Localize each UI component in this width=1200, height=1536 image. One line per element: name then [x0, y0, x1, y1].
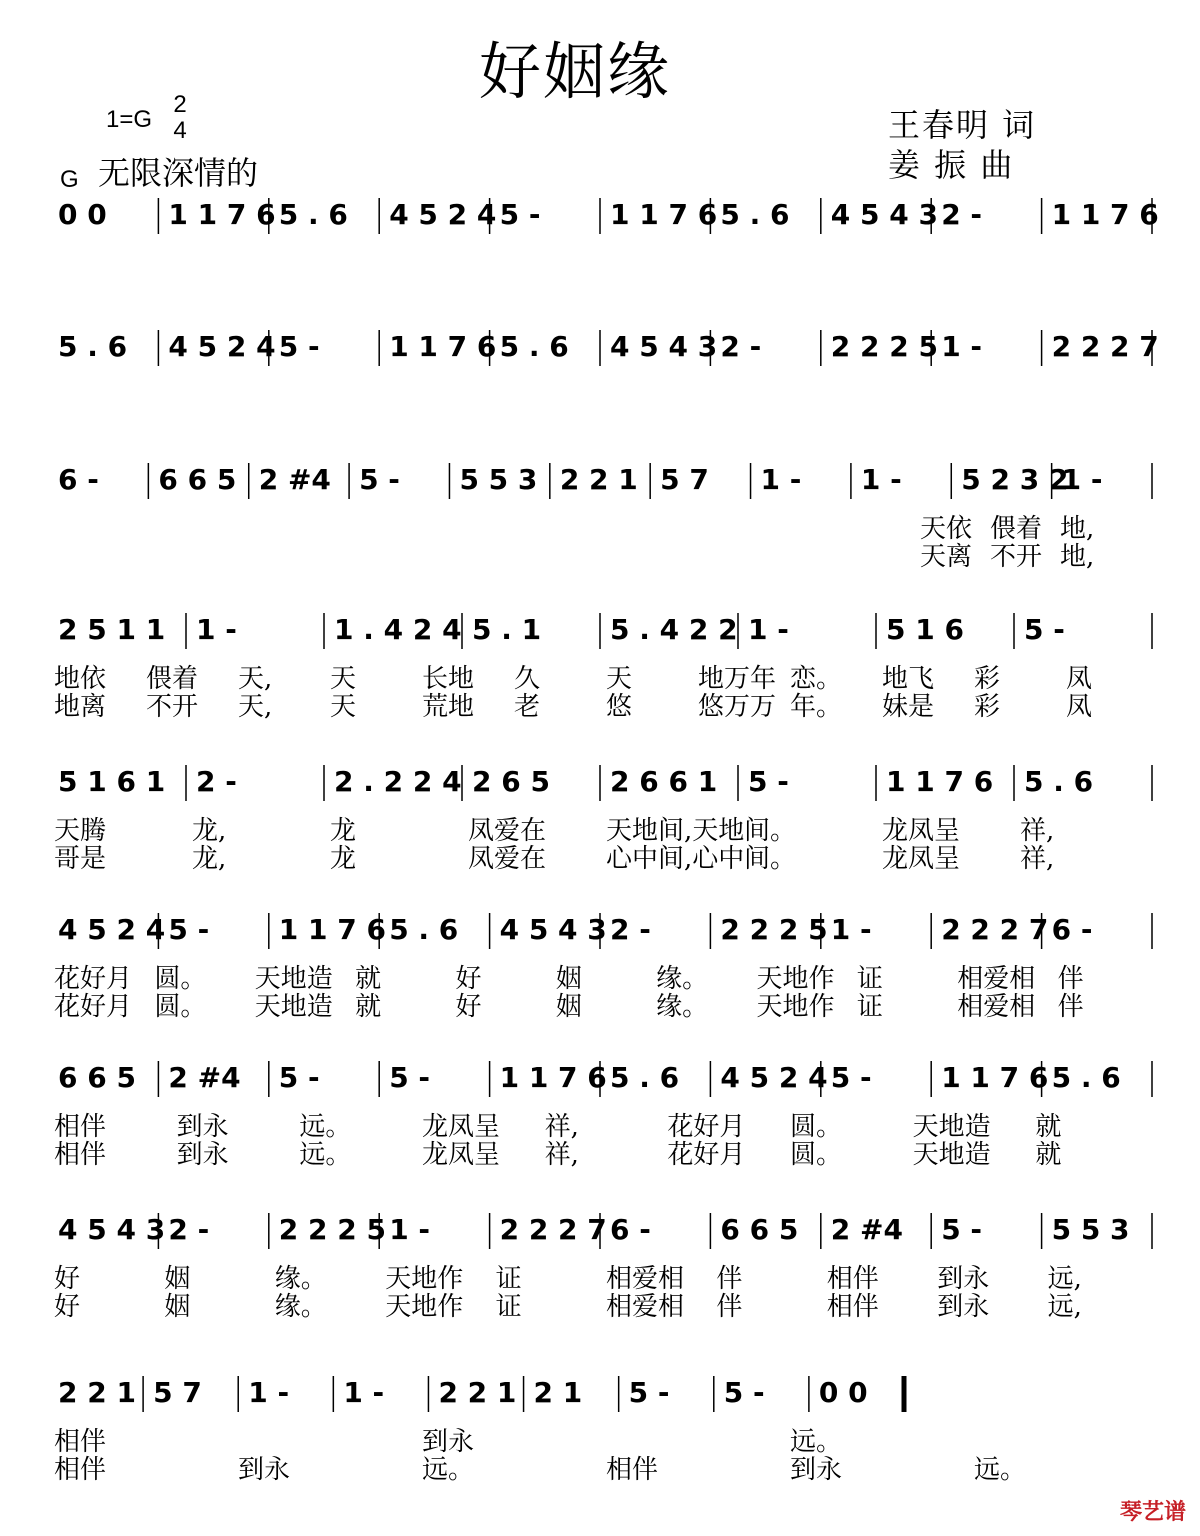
lyric-word: 天腾	[54, 816, 107, 846]
measure-notes: 5 -	[748, 765, 789, 798]
measure-notes: 2 2 1	[58, 1376, 136, 1409]
notation-line	[0, 190, 1200, 238]
measure-notes: 2 6 6 1	[610, 765, 718, 798]
lyric-word: 凤	[1066, 664, 1093, 694]
measure-notes: 5 -	[359, 463, 400, 496]
lyric-word: 好	[455, 992, 482, 1022]
key-signature: 1=G	[106, 106, 153, 133]
lyric-word: 地离	[54, 692, 107, 722]
lyric-word: 到永	[790, 1455, 843, 1485]
lyric-word: 远,	[1047, 1292, 1082, 1322]
lyric-word: 相伴	[54, 1427, 107, 1457]
lyric-word: 伴	[1057, 964, 1084, 994]
lyric-word: 龙凤呈	[882, 816, 961, 846]
measure-notes: 6 -	[58, 463, 99, 496]
lyric-word: 到永	[937, 1264, 990, 1294]
measure-notes: 1 -	[1061, 463, 1103, 496]
expression-mark: 无限深情的	[98, 154, 259, 192]
lyric-word: 圆。	[790, 1112, 843, 1142]
lyric-word: 相伴	[54, 1455, 107, 1485]
lyric-word: 天地作	[385, 1292, 464, 1322]
measure-notes: 1 1 7 6	[168, 198, 276, 231]
lyric-word: 就	[355, 992, 382, 1022]
lyric-word: 龙,	[192, 844, 227, 874]
measure-notes: 5 -	[278, 330, 320, 363]
lyric-word: 姻	[555, 992, 582, 1022]
lyric-word: 天离	[920, 542, 973, 572]
measure-notes: 6 6 5	[720, 1213, 799, 1246]
lyric-verse-1	[0, 1428, 1200, 1456]
time-signature-top: 2	[173, 91, 187, 118]
lyric-word: 相爱相	[606, 1292, 685, 1322]
lyric-word: 到永	[176, 1140, 229, 1170]
measure-notes: 5 5 3	[1051, 1213, 1130, 1246]
song-title: 好姻缘	[478, 35, 671, 108]
measure-notes: 5 . 6	[1024, 765, 1094, 798]
lyric-word: 相伴	[54, 1112, 107, 1142]
measure-notes: 2 1	[533, 1376, 583, 1409]
lyric-word: 远。	[974, 1455, 1027, 1485]
lyric-word: 天	[606, 664, 633, 694]
lyric-verse-1	[0, 515, 1200, 543]
lyric-verse-2	[0, 1456, 1200, 1484]
measure-notes: 2 6 5	[472, 765, 550, 798]
lyric-word: 缘。	[656, 964, 709, 994]
lyric-word: 间。	[744, 816, 797, 846]
measure-notes: 2 2 2 5	[278, 1213, 386, 1246]
lyric-word: 天地作	[756, 964, 835, 994]
measure-notes: 4 5 2 4	[720, 1061, 828, 1094]
time-signature	[172, 92, 188, 144]
measure-notes: 5 . 6	[610, 1061, 680, 1094]
measure-notes: 1 -	[196, 613, 237, 646]
notation-svg	[0, 322, 1200, 370]
notation-line	[0, 455, 1200, 503]
lyric-word: 伴	[716, 1292, 743, 1322]
measure-notes: 2 2 1	[438, 1376, 517, 1409]
lyric-verse-1	[0, 665, 1200, 693]
measure-notes: 0 0	[58, 198, 107, 231]
lyric-word: 地依	[54, 664, 107, 694]
lyric-word: 凤爱在	[468, 816, 547, 846]
measure-notes: 5 7	[153, 1376, 202, 1409]
lyric-word: 心中间,心中	[606, 844, 745, 874]
lyric-verse-2	[0, 845, 1200, 873]
measure-notes: 2 #4	[168, 1061, 241, 1094]
measure-notes: 5 . 1	[472, 613, 542, 646]
measure-notes: 2 -	[168, 1213, 210, 1246]
lyric-word: 老	[514, 692, 541, 722]
notation-svg	[0, 1368, 1200, 1416]
lyric-word: 就	[1035, 1140, 1062, 1170]
measure-notes: 5 -	[1024, 613, 1065, 646]
lyric-word: 就	[355, 964, 382, 994]
lyric-word: 间。	[744, 844, 797, 874]
lyric-word: 妹是	[882, 692, 935, 722]
lyric-word: 天地作	[756, 992, 835, 1022]
lyric-word: 悠	[606, 692, 633, 722]
notation-svg	[0, 1053, 1200, 1101]
measure-notes: 1 1 7 6	[610, 198, 718, 231]
measure-notes: 5 7	[660, 463, 709, 496]
measure-notes: 1 1 7 6	[499, 1061, 607, 1094]
lyric-word: 偎着	[146, 664, 199, 694]
lyric-word: 天地造	[912, 1112, 991, 1142]
measure-notes: 0 0	[818, 1376, 868, 1409]
lyric-word: 长地	[422, 664, 475, 694]
measure-notes: 2 -	[720, 330, 762, 363]
lyric-verse-1	[0, 1113, 1200, 1141]
lyric-word: 地,	[1060, 542, 1095, 572]
measure-notes: 5 1 6 1	[58, 765, 166, 798]
measure-notes: 6 6 5	[58, 1061, 136, 1094]
lyric-word: 彩	[974, 692, 1001, 722]
measure-notes: 6 -	[610, 1213, 651, 1246]
lyric-word: 证	[856, 964, 883, 994]
measure-notes: 5 . 6	[278, 198, 348, 231]
measure-notes: 5 5 3	[459, 463, 538, 496]
lyric-word: 相伴	[54, 1140, 107, 1170]
measure-notes: 5 1 6	[886, 613, 964, 646]
notation-svg	[0, 455, 1200, 503]
measure-notes: 1 -	[760, 463, 802, 496]
lyric-word: 好	[54, 1292, 81, 1322]
measure-notes: 2 2 2 7	[499, 1213, 607, 1246]
measure-notes: 6 -	[1051, 913, 1093, 946]
measure-notes: 4 5 4 3	[830, 198, 938, 231]
lyric-word: 天地造	[254, 992, 333, 1022]
lyric-word: 天地造	[912, 1140, 991, 1170]
lyric-word: 缘。	[274, 1292, 327, 1322]
lyric-word: 相爱相	[957, 992, 1036, 1022]
notation-svg	[0, 905, 1200, 953]
lyric-word: 彩	[974, 664, 1001, 694]
lyric-word: 祥,	[1020, 844, 1055, 874]
measure-notes: 5 -	[628, 1376, 670, 1409]
notation-line	[0, 322, 1200, 370]
lyric-word: 龙凤呈	[882, 844, 961, 874]
measure-notes: 1 -	[860, 463, 902, 496]
lyric-word: 相伴	[826, 1292, 879, 1322]
chord-symbol: G	[60, 166, 79, 193]
measure-notes: 2 #4	[830, 1213, 903, 1246]
measure-notes: 2 2 2 5	[830, 330, 938, 363]
lyric-word: 远。	[422, 1455, 475, 1485]
lyric-word: 相爱相	[606, 1264, 685, 1294]
lyric-word: 凤爱在	[468, 844, 547, 874]
lyric-word: 圆。	[154, 992, 207, 1022]
measure-notes: 2 -	[610, 913, 651, 946]
measure-notes: 5 . 6	[1051, 1061, 1121, 1094]
measure-notes: 2 2 2 7	[1051, 330, 1159, 363]
lyric-word: 远。	[299, 1112, 352, 1142]
lyric-verse-1	[0, 965, 1200, 993]
measure-notes: 5 -	[168, 913, 210, 946]
notation-line	[0, 605, 1200, 653]
watermark-logo: 琴艺谱	[1119, 1500, 1186, 1525]
measure-notes: 1 -	[389, 1213, 431, 1246]
lyric-word: 年。	[790, 692, 843, 722]
measure-notes: 1 1 7 6	[389, 330, 497, 363]
lyricist-credit: 王春明 词	[888, 106, 1037, 144]
lyric-word: 缘。	[656, 992, 709, 1022]
measure-notes: 4 5 4 3	[610, 330, 718, 363]
measure-notes: 5 2 3 2	[961, 463, 1069, 496]
notation-line	[0, 905, 1200, 953]
lyric-word: 花好月	[54, 964, 133, 994]
lyric-word: 远。	[790, 1427, 843, 1457]
lyric-word: 龙	[330, 816, 357, 846]
lyric-word: 相伴	[606, 1455, 659, 1485]
measure-notes: 1 -	[748, 613, 789, 646]
measure-notes: 5 . 6	[389, 913, 459, 946]
lyric-word: 远。	[299, 1140, 352, 1170]
lyric-word: 天地作	[385, 1264, 464, 1294]
lyric-word: 伴	[716, 1264, 743, 1294]
lyric-word: 祥,	[544, 1112, 579, 1142]
measure-notes: 1 1 7 6	[278, 913, 386, 946]
lyric-word: 天依	[920, 514, 973, 544]
lyric-word: 龙凤呈	[422, 1140, 501, 1170]
lyric-verse-1	[0, 817, 1200, 845]
lyric-word: 天地间,天地	[606, 816, 745, 846]
measure-notes: 5 . 6	[499, 330, 569, 363]
lyric-word: 凤	[1066, 692, 1093, 722]
lyric-word: 伴	[1057, 992, 1084, 1022]
measure-notes: 1 -	[343, 1376, 385, 1409]
lyric-word: 就	[1035, 1112, 1062, 1142]
lyric-word: 龙,	[192, 816, 227, 846]
lyric-word: 证	[495, 1292, 522, 1322]
lyric-word: 天	[330, 664, 357, 694]
notation-svg	[0, 1205, 1200, 1253]
lyric-word: 天	[330, 692, 357, 722]
lyric-word: 偎着	[990, 514, 1043, 544]
measure-notes: 5 . 6	[58, 330, 128, 363]
lyric-word: 到永	[422, 1427, 475, 1457]
lyric-word: 荒地	[422, 692, 475, 722]
measure-notes: 5 . 4 2 2	[610, 613, 738, 646]
lyric-word: 相伴	[826, 1264, 879, 1294]
lyric-word: 证	[856, 992, 883, 1022]
lyric-verse-2	[0, 543, 1200, 571]
lyric-word: 悠万万	[698, 692, 777, 722]
measure-notes: 1 . 4 2 4	[334, 613, 462, 646]
measure-notes: 2 2 2 7	[941, 913, 1049, 946]
lyric-word: 龙凤呈	[422, 1112, 501, 1142]
lyric-word: 恋。	[790, 664, 843, 694]
lyric-verse-2	[0, 993, 1200, 1021]
measure-notes: 2 2 2 5	[720, 913, 828, 946]
measure-notes: 4 5 2 4	[389, 198, 497, 231]
lyric-word: 花好月	[667, 1112, 746, 1142]
lyric-word: 天,	[238, 664, 273, 694]
notation-line	[0, 757, 1200, 805]
measure-notes: 2 2 1	[559, 463, 638, 496]
measure-notes: 5 -	[830, 1061, 872, 1094]
lyric-word: 圆。	[154, 964, 207, 994]
lyric-word: 久	[514, 664, 541, 694]
measure-notes: 5 -	[499, 198, 541, 231]
lyric-word: 相爱相	[957, 964, 1036, 994]
notation-svg	[0, 605, 1200, 653]
measure-notes: 2 -	[196, 765, 237, 798]
lyric-verse-2	[0, 1293, 1200, 1321]
measure-notes: 1 -	[248, 1376, 290, 1409]
composer-credit: 姜 振 曲	[888, 146, 1015, 184]
measure-notes: 5 -	[941, 1213, 983, 1246]
measure-notes: 2 . 2 2 4	[334, 765, 462, 798]
measure-notes: 4 5 2 4	[58, 913, 166, 946]
lyric-word: 天地造	[254, 964, 333, 994]
measure-notes: 5 -	[389, 1061, 431, 1094]
lyric-word: 哥是	[54, 844, 107, 874]
lyric-word: 花好月	[54, 992, 133, 1022]
lyric-verse-2	[0, 693, 1200, 721]
measure-notes: 5 . 6	[720, 198, 790, 231]
lyric-word: 好	[54, 1264, 81, 1294]
notation-svg	[0, 757, 1200, 805]
lyric-word: 到永	[238, 1455, 291, 1485]
lyric-word: 祥,	[1020, 816, 1055, 846]
lyric-word: 龙	[330, 844, 357, 874]
measure-notes: 4 5 2 4	[168, 330, 276, 363]
measure-notes: 2 -	[941, 198, 983, 231]
lyric-word: 到永	[937, 1292, 990, 1322]
lyric-word: 地万年	[698, 664, 777, 694]
lyric-word: 姻	[164, 1264, 191, 1294]
lyric-word: 姻	[164, 1292, 191, 1322]
measure-notes: 2 #4	[258, 463, 331, 496]
measure-notes: 5 -	[723, 1376, 765, 1409]
notation-line	[0, 1053, 1200, 1101]
lyric-word: 证	[495, 1264, 522, 1294]
lyric-word: 缘。	[274, 1264, 327, 1294]
notation-line	[0, 1368, 1200, 1416]
measure-notes: 4 5 4 3	[58, 1213, 166, 1246]
lyric-word: 好	[455, 964, 482, 994]
lyric-word: 圆。	[790, 1140, 843, 1170]
lyric-verse-1	[0, 1265, 1200, 1293]
lyric-word: 不开	[146, 692, 199, 722]
lyric-word: 姻	[555, 964, 582, 994]
measure-notes: 6 6 5	[158, 463, 237, 496]
lyric-word: 祥,	[544, 1140, 579, 1170]
lyric-word: 花好月	[667, 1140, 746, 1170]
measure-notes: 1 1 7 6	[886, 765, 994, 798]
measure-notes: 5 -	[278, 1061, 320, 1094]
time-signature-bottom: 4	[173, 117, 187, 144]
lyric-word: 地飞	[882, 664, 935, 694]
lyric-word: 到永	[176, 1112, 229, 1142]
lyric-word: 远,	[1047, 1264, 1082, 1294]
measure-notes: 1 1 7 6	[1051, 198, 1159, 231]
lyric-word: 不开	[990, 542, 1043, 572]
notation-line	[0, 1205, 1200, 1253]
notation-svg	[0, 190, 1200, 238]
measure-notes: 1 1 7 6	[941, 1061, 1049, 1094]
measure-notes: 2 5 1 1	[58, 613, 166, 646]
lyric-word: 地,	[1060, 514, 1095, 544]
measure-notes: 1 -	[941, 330, 983, 363]
lyric-verse-2	[0, 1141, 1200, 1169]
lyric-word: 天,	[238, 692, 273, 722]
measure-notes: 1 -	[830, 913, 872, 946]
measure-notes: 4 5 4 3	[499, 913, 607, 946]
